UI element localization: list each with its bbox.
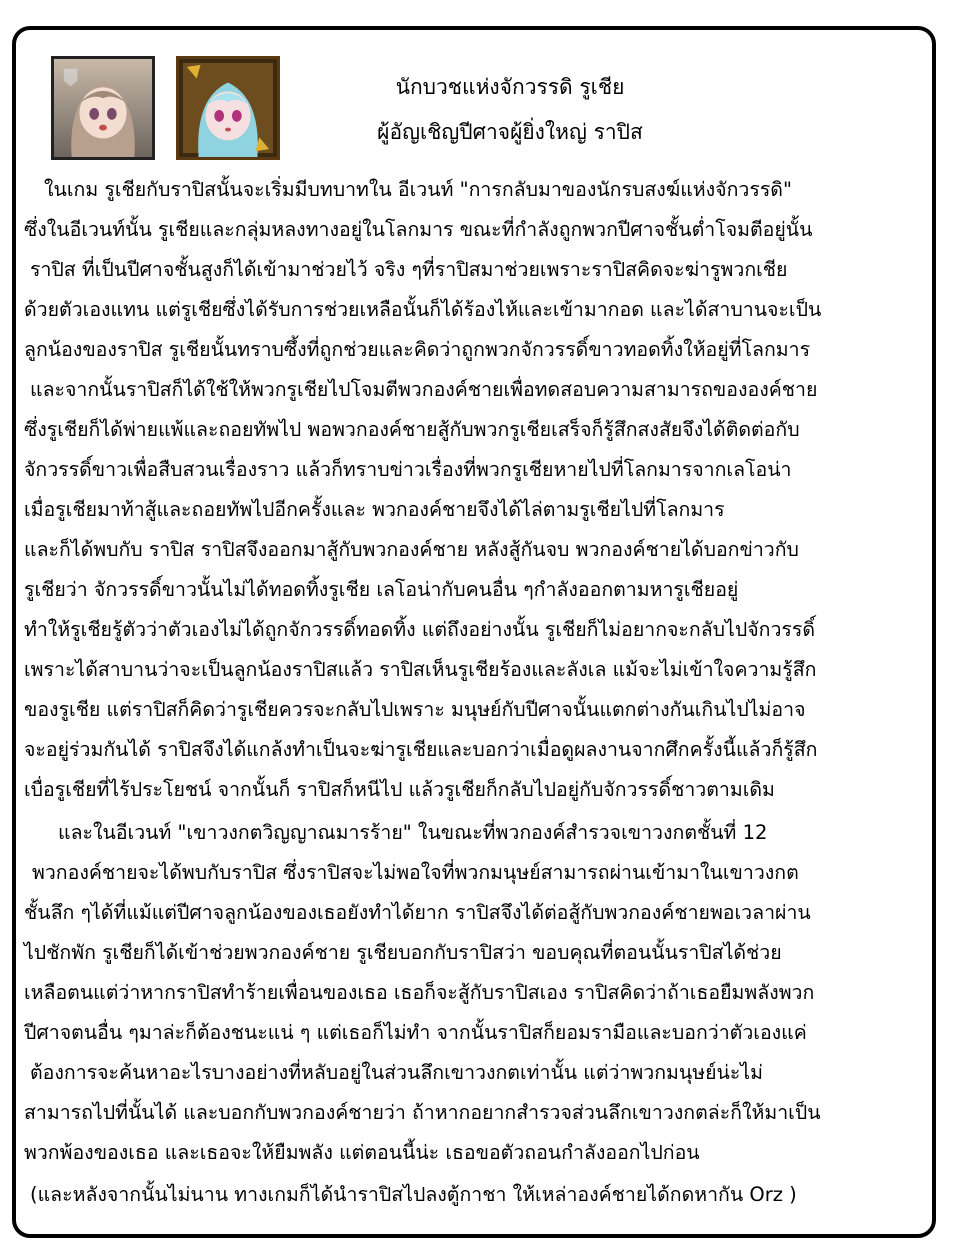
body-line: เพราะได้สาบานว่าจะเป็นลูกน้องราปิสแล้ว ราปิสเห็นรูเชียร้องและลังเล แม้จะไม่เข้าใจความรู้สึก bbox=[24, 658, 817, 681]
body-line: ชั้นลึก ๆได้ที่แม้แต่ปีศาจลูกน้องของเธอยังทำได้ยาก ราปิสจึงได้ต่อสู้กับพวกองค์ชายพอเวลาผ่าน bbox=[24, 901, 811, 924]
body-line: ราปิส ที่เป็นปีศาจชั้นสูงก็ได้เข้ามาช่วยไว้ จริง ๆที่ราปิสมาช่วยเพราะราปิสคิดจะฆ่ารูพวกเชีย bbox=[30, 258, 788, 281]
body-line: รูเชียว่า จักวรรดิ์ขาวนั้นไม่ได้ทอดทิ้งรูเชีย เลโอน่ากับคนอื่น ๆกำลังออกตามหารูเชียอยู่ bbox=[24, 578, 739, 601]
body-line: ไปชักพัก รูเชียก็ได้เข้าช่วยพวกองค์ชาย รูเชียบอกกับราปิสว่า ขอบคุณที่ตอนนั้นราปิสได้ช่วย bbox=[24, 941, 782, 964]
body-line: เบื่อรูเชียที่ไร้ประโยชน์ จากนั้นก็ ราปิสก็หนีไป แล้วรูเชียก็กลับไปอยู่กับจักวรรดิ์ชาวตามเดิม bbox=[24, 778, 775, 801]
body-line: (และหลังจากนั้นไม่นาน ทางเกมก็ได้นำราปิสไปลงตู้กาชา ให้เหล่าองค์ชายได้กดหากัน Orz ) bbox=[30, 1183, 797, 1206]
body-line: ด้วยตัวเองแทน แต่รูเชียซึ่งได้รับการช่วยเหลือนั้นก็ได้ร้องไห้และเข้ามากอด และได้สาบานจะเป็น bbox=[24, 298, 822, 321]
nun-portrait-illustration bbox=[54, 59, 152, 157]
body-line: ในเกม รูเชียกับราปิสนั้นจะเริ่มมีบทบาทใน อีเวนท์ "การกลับมาของนักรบสงฆ์แห่งจักวรรดิ" bbox=[44, 178, 792, 201]
body-line: เมื่อรูเชียมาท้าสู้และถอยทัพไปอีกครั้งและ พวกองค์ชายจึงได้ไล่ตามรูเชียไปที่โลกมาร bbox=[24, 498, 725, 521]
body-line: และในอีเวนท์ "เขาวงกตวิญญาณมารร้าย" ในขณะที่พวกองค์สำรวจเขาวงกตชั้นที่ 12 bbox=[58, 821, 768, 844]
body-line: ลูกน้องของราปิส รูเชียนั้นทราบซึ้งที่ถูกช่วยและคิดว่าถูกพวกจักวรรดิ์ขาวทอดทิ้งให้อยู่ที่โลกมาร bbox=[24, 338, 811, 361]
body-line: เหลือตนแต่ว่าหากราปิสทำร้ายเพื่อนของเธอ เธอก็จะสู้กับราปิสเอง ราปิสคิดว่าถ้าเธอยืมพลังพวก bbox=[24, 981, 815, 1004]
body-line: สามารถไปที่นั้นได้ และบอกกับพวกองค์ชายว่า ถ้าหากอยากสำรวจส่วนลึกเขาวงกตล่ะก็ให้มาเป็น bbox=[24, 1101, 821, 1124]
demon-portrait-illustration bbox=[179, 59, 277, 157]
page-title-line-1: นักบวชแห่งจักวรรดิ รูเชีย bbox=[395, 75, 625, 99]
body-line: จะอยู่ร่วมกันได้ ราปิสจึงได้แกล้งทำเป็นจะฆ่ารูเชียและบอกว่าเมื่อดูผลงานจากศึกครั้งนี้แล้วก็รู้สึก bbox=[24, 738, 818, 761]
nun-character-portrait-icon bbox=[51, 56, 155, 160]
body-line: พวกพ้องของเธอ และเธอจะให้ยืมพลัง แต่ตอนนี้น่ะ เธอขอตัวถอนกำลังออกไปก่อน bbox=[24, 1141, 700, 1164]
body-line: ซึ่งในอีเวนท์นั้น รูเชียและกลุ่มหลงทางอยู่ในโลกมาร ขณะที่กำลังถูกพวกปีศาจชั้นต่ำโจมตีอยู่นั้น bbox=[24, 218, 813, 241]
page-title-line-2: ผู้อัญเชิญปีศาจผู้ยิ่งใหญ่ ราปิส bbox=[377, 120, 643, 144]
body-line: และจากนั้นราปิสก็ได้ใช้ให้พวกรูเชียไปโจมตีพวกองค์ชายเพื่อทดสอบความสามารถขององค์ชาย bbox=[30, 378, 818, 401]
body-line: ทำให้รูเชียรู้ตัวว่าตัวเองไม่ได้ถูกจักวรรดิ์ทอดทิ้ง แต่ถึงอย่างนั้น รูเชียก็ไม่อยากจะกลับไปจักวรรดิ์ bbox=[24, 618, 816, 641]
body-line: ซึ่งรูเชียก็ได้พ่ายแพ้และถอยทัพไป พอพวกองค์ชายสู้กับพวกรูเชียเสร็จก็รู้สึกสงสัยจึงได้ติดต่อกับ bbox=[24, 418, 800, 441]
demon-summoner-character-portrait-icon bbox=[176, 56, 280, 160]
body-line: จักวรรดิ์ขาวเพื่อสืบสวนเรื่องราว แล้วก็ทราบข่าวเรื่องที่พวกรูเชียหายไปที่โลกมารจากเลโอน่า bbox=[24, 458, 792, 481]
body-line: พวกองค์ชายจะได้พบกับราปิส ซึ่งราปิสจะไม่พอใจที่พวกมนุษย์สามารถผ่านเข้ามาในเขาวงกต bbox=[32, 861, 799, 884]
body-line: ปีศาจตนอื่น ๆมาล่ะก็ต้องชนะแน่ ๆ แต่เธอก็ไม่ทำ จากนั้นราปิสก็ยอมรามือและบอกว่าตัวเองแค่ bbox=[24, 1021, 807, 1044]
body-line: ต้องการจะค้นหาอะไรบางอย่างที่หลับอยู่ในส่วนลึกเขาวงกตเท่านั้น แต่ว่าพวกมนุษย์น่ะไม่ bbox=[30, 1061, 763, 1084]
body-line: และก็ได้พบกับ ราปิส ราปิสจึงออกมาสู้กับพวกองค์ชาย หลังสู้กันจบ พวกองค์ชายได้บอกข่าวกับ bbox=[24, 538, 799, 561]
body-line: ของรูเชีย แต่ราปิสก็คิดว่ารูเชียควรจะกลับไปเพราะ มนุษย์กับปีศาจนั้นแตกต่างกันเกินไปไม่อาจ bbox=[24, 698, 806, 721]
